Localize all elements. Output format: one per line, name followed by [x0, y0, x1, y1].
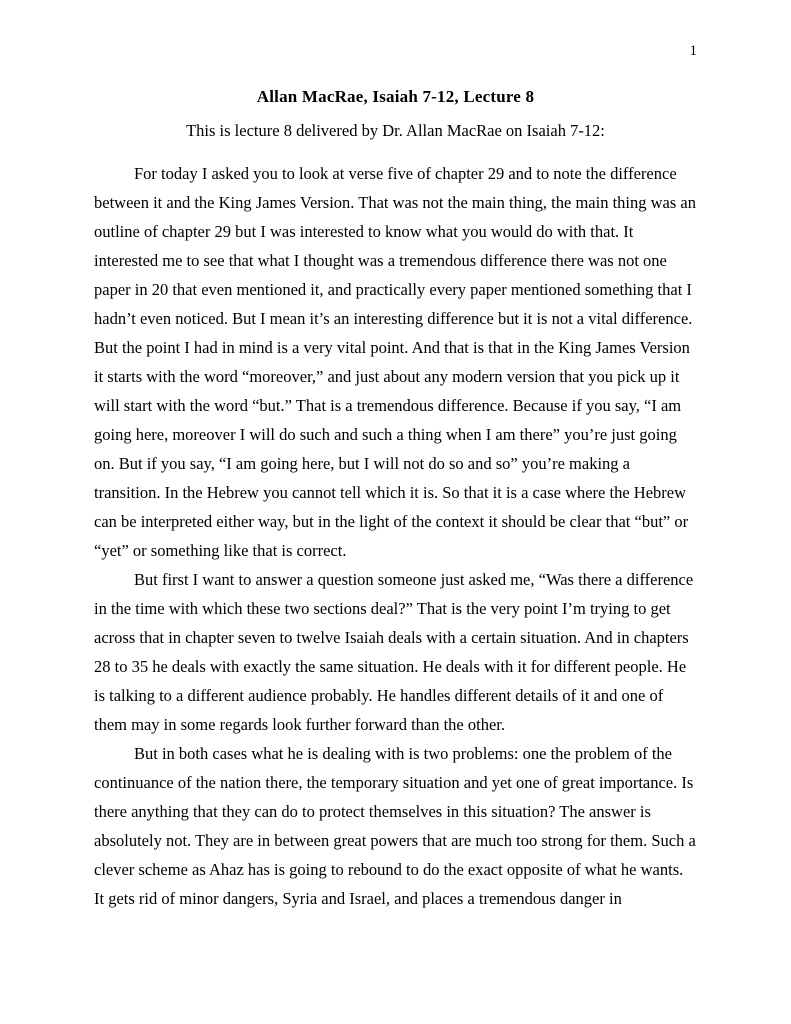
document-title: Allan MacRae, Isaiah 7-12, Lecture 8 — [256, 87, 535, 106]
paragraph-3: But in both cases what he is dealing with is two problems: one the problem of the continuance of the nation there, the temporary situation and yet one of great importance. Is there anything that they can do to protect themselves in this situation? The answer is absolutely not. They are in between great powers that are much too strong for them. Such a clever scheme as Ahaz has is going to rebound to do the exact opposite of what he wants. It gets rid of minor dangers, Syria and Israel, and places a tremendous danger in — [94, 744, 696, 908]
paragraph-2: But first I want to answer a question someone just asked me, “Was there a difference in the time with which these two sections deal?” That is the very point I’m trying to get across that in chapter seven to twelve Isaiah deals with a certain situation. And in chapters 28 to 35 he deals with exactly the same situation. He deals with it for different people. He is talking to a different audience probably. He handles different details of it and one of them may in some regards look further forward than the other. — [94, 570, 694, 734]
paragraph-1: For today I asked you to look at verse five of chapter 29 and to note the difference between it and the King James Version. That was not the main thing, the main thing was an outline of chapter 29 but I was interested to know what you would do with that. It interested me to see that what I thought was a tremendous difference there was not one paper in 20 that even mentioned it, and practically every paper mentioned something that I hadn’t even noticed. But I mean it’s an interesting difference but it is not a vital difference. But the point I had in mind is a very vital point. And that is that in the King James Version it starts with the word “moreover,” and just about any modern version that you pick up it will start with the word “but.” That is a tremendous difference. Because if you say, “I am going here, moreover I will do such and such a thing when I am there” you’re just going on. But if you say, “I am going here, but I will not do so and so” you’re making a transition. In the Hebrew you cannot tell which it is. So that it is a case where the Hebrew can be interpreted either way, but in the light of the context it should be clear that “but” or “yet” or something like that is correct. — [94, 164, 696, 560]
page-number: 1 — [689, 43, 697, 59]
document-subtitle: This is lecture 8 delivered by Dr. Allan MacRae on Isaiah 7-12: — [186, 121, 605, 140]
document-body — [94, 159, 697, 913]
